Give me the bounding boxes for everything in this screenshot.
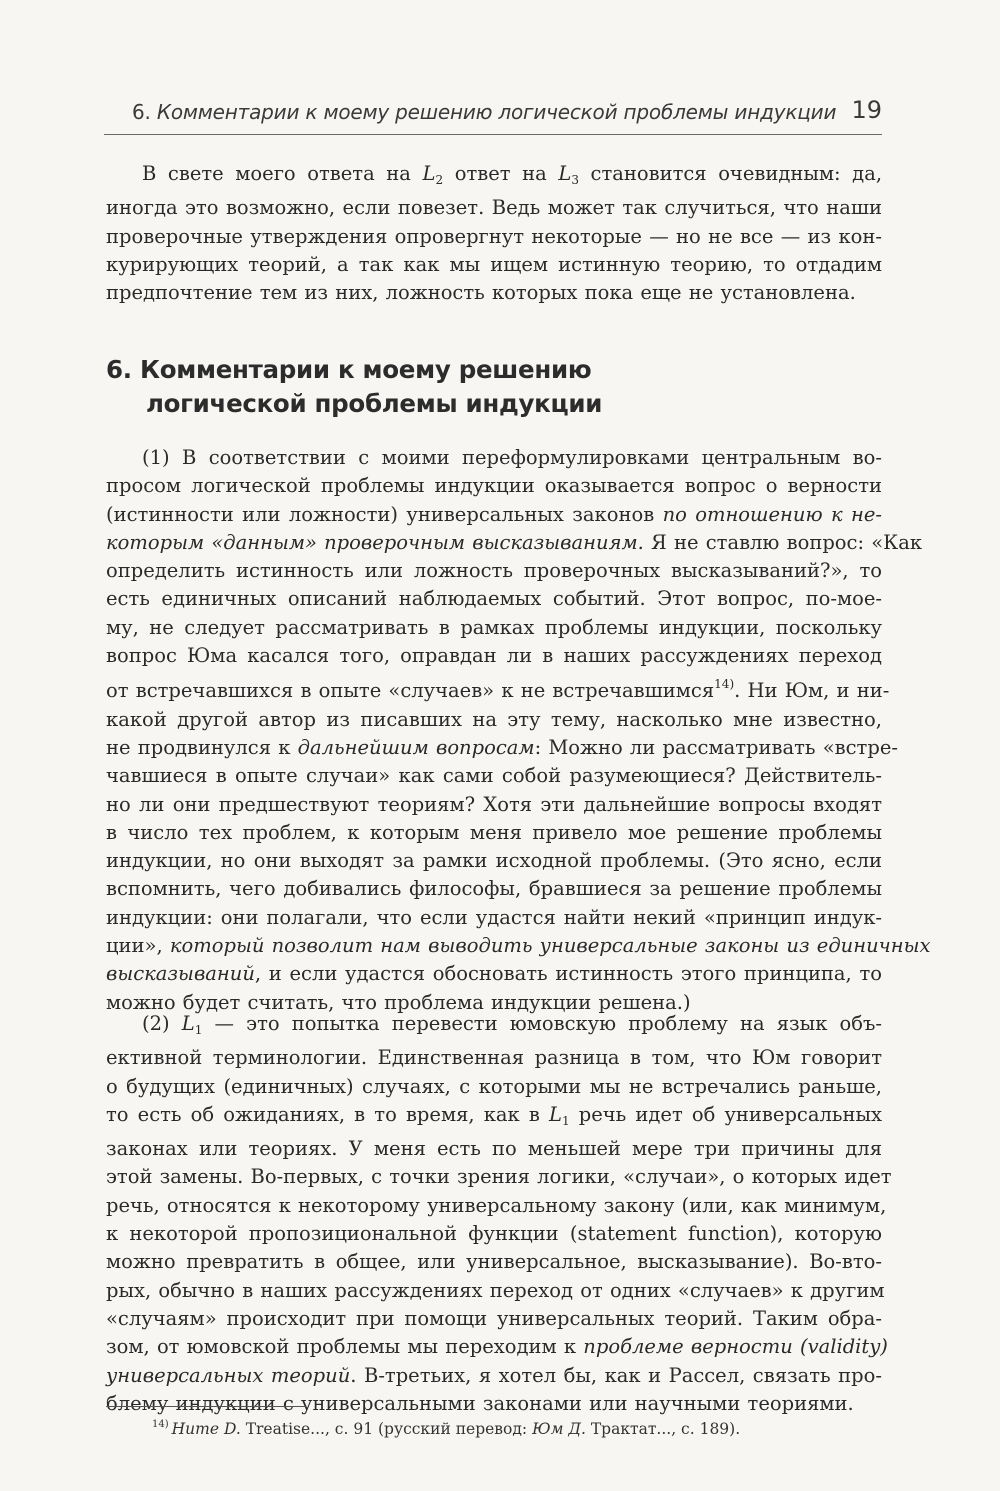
italic-run: дальнейшим вопросам	[297, 735, 535, 759]
text-run: — это попытка перевести юмовскую проблему на язык объ-	[214, 1012, 882, 1035]
section-heading	[106, 353, 602, 421]
text-run: (2)	[142, 1012, 170, 1035]
text-line: му, не следует рассматривать в рамках проблемы индукции, поскольку	[106, 615, 882, 639]
text-run: то есть об ожиданиях, в то время, как в	[106, 1102, 540, 1126]
running-head-title	[132, 100, 836, 124]
running-head-title-text: Комментарии к моему решению логической проблемы индукции	[156, 100, 837, 124]
footnote-text: Трактат..., с. 189).	[590, 1420, 741, 1438]
text-run: В свете моего ответа на	[142, 162, 411, 185]
text-line: к некоторой пропозициональной функции (statement function), которую	[106, 1222, 882, 1246]
math-symbol-l1: $L_1$	[549, 1102, 570, 1128]
text-line: о будущих (единичных) случаях, с которыми мы не встречались раньше,	[106, 1074, 882, 1098]
paragraph-1	[106, 444, 931, 1017]
text-line: чавшиеся в опыте случаи» как сами собой разумеющиеся? Действитель-	[106, 764, 882, 788]
text-run: зом, от юмовской проблемы мы переходим к	[106, 1335, 577, 1359]
text-line: есть единичных описаний наблюдаемых событий. Этот вопрос, по-мое-	[106, 587, 882, 611]
text-line: какой другой автор из писавших на эту тему, насколько мне известно,	[106, 707, 882, 731]
text-line: (1) В соответствии с моими переформулировками центральным во-	[142, 446, 882, 469]
italic-run: которым «данным» проверочным высказываниям.	[106, 530, 644, 554]
italic-run: по отношению к не-	[662, 502, 882, 526]
section-heading-line-1: 6. Комментарии к моему решению	[106, 355, 592, 384]
text-line	[106, 1010, 882, 1044]
text-line: индукции, но они выходят за рамки исходной проблемы. (Это ясно, если	[106, 849, 882, 873]
text-line: можно превратить в общее, или универсальное, высказывание). Во-вто-	[106, 1250, 882, 1274]
text-run: становится очевидным: да,	[590, 162, 883, 185]
text-run: Я не ставлю вопрос: «Как	[651, 530, 923, 554]
text-run: от встречавшихся в опыте «случаев» к не встречавшимся	[106, 679, 715, 703]
italic-run: высказываний	[106, 962, 255, 986]
running-head-chapter-number: 6.	[132, 100, 151, 124]
footnote-author: Юм Д.	[532, 1420, 586, 1438]
text-line: ективной терминологии. Единственная разница в том, что Юм говорит	[106, 1046, 882, 1070]
running-head	[104, 98, 882, 135]
math-symbol-l3: $L_3$	[558, 162, 579, 187]
footnote-text: Treatise..., с. 91 (русский перевод:	[245, 1420, 528, 1438]
text-line: можно будет считать, что проблема индукции решена.)	[106, 990, 691, 1014]
text-line: вопрос Юма касался того, оправдан ли в наших рассуждениях переход	[106, 644, 882, 668]
text-line: в число тех проблем, к которым меня привело мое решение проблемы	[106, 820, 882, 844]
math-symbol-l2: $L_2$	[422, 162, 444, 187]
text-line	[106, 1101, 882, 1135]
paragraph-2	[106, 1010, 892, 1418]
section-heading-line-2: логической проблемы индукции	[146, 389, 603, 418]
text-run: ции»,	[106, 934, 163, 958]
text-line	[106, 160, 882, 194]
italic-run: универсальных теорий	[106, 1363, 351, 1387]
text-line: индукции: они полагали, что если удастся найти некий «принцип индук-	[106, 905, 882, 929]
text-line: этой замены. Во-первых, с точки зрения логики, «случаи», о которых идет	[106, 1165, 892, 1189]
footnote-divider	[106, 1406, 306, 1407]
text-run: ответ на	[454, 162, 547, 185]
footnote-reference[interactable]: 14)	[714, 677, 735, 692]
text-line: блему индукции с универсальными законами или научными теориями.	[106, 1391, 854, 1415]
math-symbol-l1: $L_1$	[181, 1012, 203, 1037]
footnote-marker: 14)	[152, 1419, 169, 1430]
page-number: 19	[851, 96, 882, 124]
text-line: определить истинность или ложность проверочных высказываний?», то	[106, 559, 882, 583]
text-run: речь идет об универсальных	[578, 1102, 882, 1126]
footnote-author: Hume D.	[171, 1420, 241, 1438]
footnote	[152, 1414, 740, 1440]
text-line: предпочтение тем из них, ложность которых пока еще не установлена.	[106, 281, 856, 305]
text-run: (истинности или ложности) универсальных законов	[106, 502, 655, 526]
text-line: курирующих теорий, а так как мы ищем истинную теорию, то отдадим	[106, 252, 882, 276]
text-line: речь, относятся к некоторому универсальному закону (или, как минимум,	[106, 1193, 887, 1217]
text-run: . В-третьих, я хотел бы, как и Рассел, связать про-	[350, 1363, 882, 1387]
text-run: . Ни Юм, и ни-	[734, 679, 890, 703]
text-line	[106, 932, 931, 960]
text-line	[106, 529, 923, 557]
text-line	[106, 1333, 888, 1361]
text-line: проверочные утверждения опровергнут некоторые — но не все — из кон-	[106, 224, 882, 248]
text-line	[106, 670, 890, 705]
text-run: : Можно ли рассматривать «встре-	[534, 735, 898, 759]
text-line: «случаям» происходит при помощи универсальных теорий. Таким обра-	[106, 1306, 882, 1330]
text-run: , и если удастся обосновать истинность этого принципа, то	[254, 962, 882, 986]
text-run: не продвинулся к	[106, 735, 291, 759]
text-line: но ли они предшествуют теориям? Хотя эти дальнейшие вопросы входят	[106, 792, 882, 816]
text-line	[106, 734, 898, 762]
text-line	[106, 1362, 882, 1390]
italic-run: проблеме верности (validity)	[583, 1335, 888, 1359]
text-line	[106, 501, 882, 529]
text-line: вспомнить, чего добивались философы, бравшиеся за решение проблемы	[106, 877, 882, 901]
text-line: просом логической проблемы индукции оказывается вопрос о верности	[106, 474, 882, 498]
italic-run: который позволит нам выводить универсальные законы из единичных	[169, 934, 931, 958]
intro-paragraph	[106, 160, 882, 307]
text-line: иногда это возможно, если повезет. Ведь может так случиться, что наши	[106, 196, 882, 220]
text-line	[106, 960, 882, 988]
text-line: рых, обычно в наших рассуждениях переход от одних «случаев» к другим	[106, 1278, 885, 1302]
text-line: законах или теориях. У меня есть по меньшей мере три причины для	[106, 1137, 882, 1161]
